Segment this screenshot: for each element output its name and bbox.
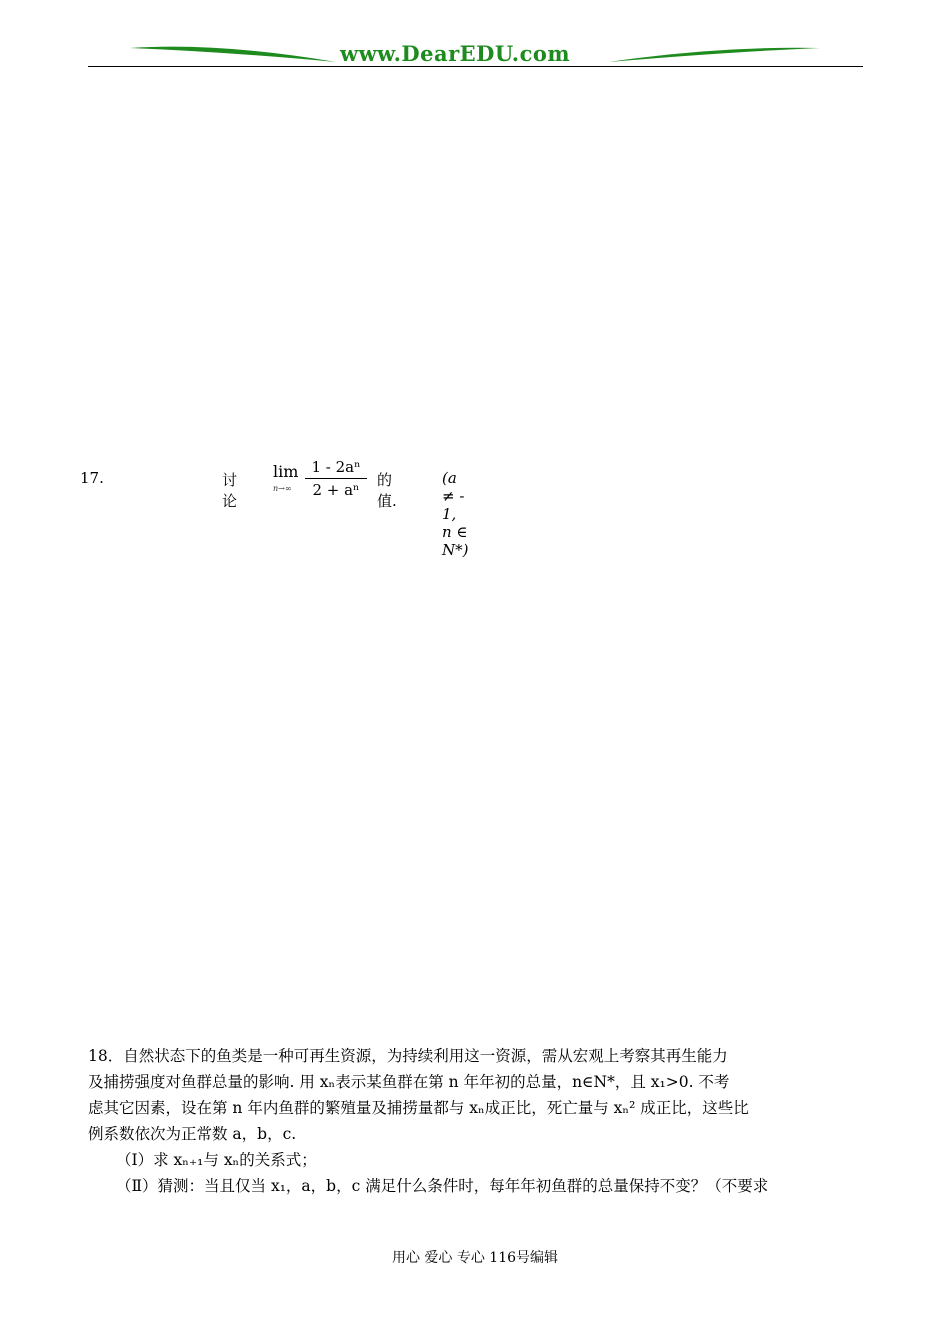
site-logo: www.DearEDU.com: [340, 41, 571, 66]
header-rule: [88, 66, 863, 67]
paragraph-line: 18．自然状态下的鱼类是一种可再生资源，为持续利用这一资源，需从宏观上考察其再生能力: [88, 1047, 728, 1065]
paragraph-line: 及捕捞强度对鱼群总量的影响. 用 xₙ表示某鱼群在第 n 年年初的总量，n∈N*，且 x₁>0. 不考: [88, 1073, 730, 1091]
paragraph-line: 例系数依次为正常数 a，b，c.: [88, 1125, 297, 1143]
question-condition: (a ≠ - 1, n ∈ N*): [442, 469, 469, 559]
question-tail: 的值.: [377, 471, 397, 510]
question-number: 17.: [80, 469, 104, 487]
limit-expression: [273, 456, 363, 506]
lim-subscript: n→∞: [273, 484, 292, 493]
lim-symbol: lim: [273, 462, 299, 481]
fraction-numerator: 1 - 2aⁿ: [311, 458, 361, 476]
right-swoosh: [607, 40, 822, 66]
sub-question-1: （Ⅰ）求 xₙ₊₁与 xₙ的关系式；: [116, 1151, 317, 1169]
question-lead: 讨论: [222, 471, 238, 510]
fraction-denominator: 2 + aⁿ: [312, 481, 360, 499]
left-swoosh: [128, 40, 338, 66]
fraction: [305, 456, 367, 501]
paragraph-line: 虑其它因素，设在第 n 年内鱼群的繁殖量及捕捞量都与 xₙ成正比，死亡量与 xₙ² 成正比，这些比: [88, 1099, 749, 1117]
question-18: [88, 1043, 864, 1199]
page-footer: 用心 爱心 专心 116号编辑: [391, 1250, 559, 1266]
sub-question-2: （Ⅱ）猜测：当且仅当 x₁，a，b，c 满足什么条件时，每年年初鱼群的总量保持不变？（不要求: [116, 1177, 769, 1195]
